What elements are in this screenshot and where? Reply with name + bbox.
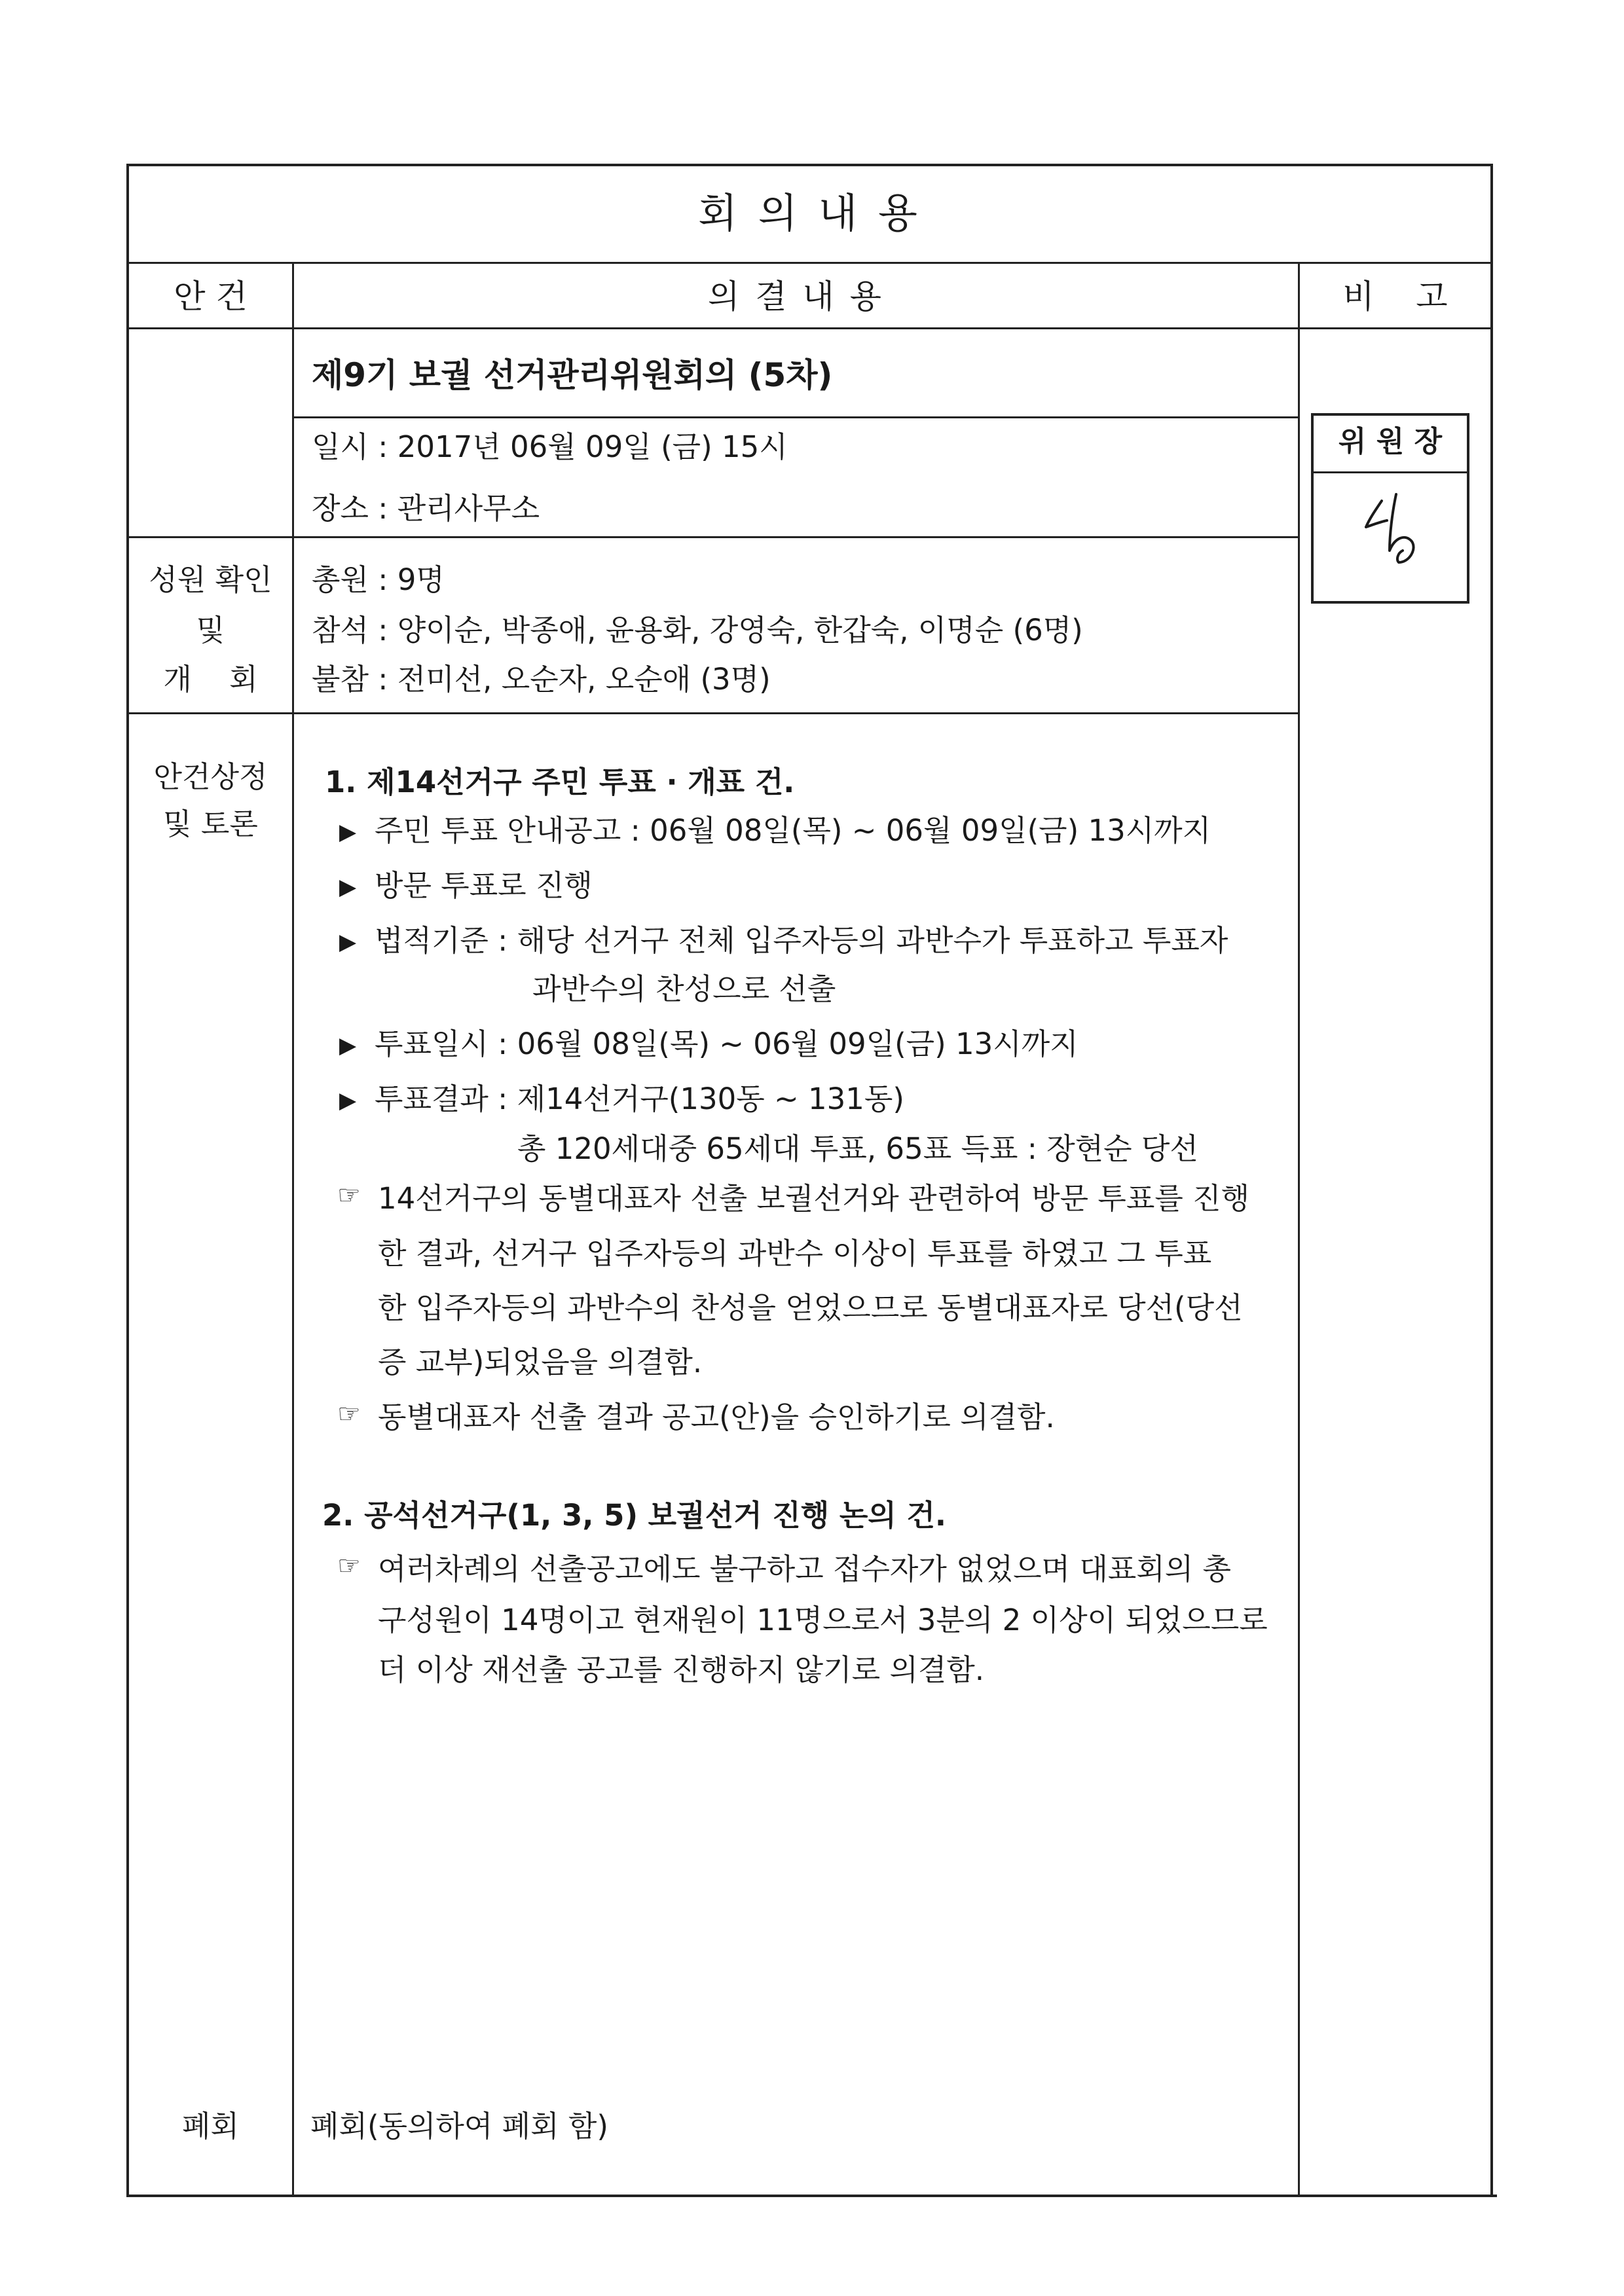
quorum-absent: 불참 : 전미선, 오순자, 오순애 (3명) (312, 662, 771, 697)
item1-bullet-2: 방문 투표로 진행 (375, 868, 593, 903)
item1-bullet-1: 주민 투표 안내공고 : 06월 08일(목) ~ 06월 09일(금) 13시까지 (375, 813, 1211, 848)
triangle-right-icon: ▶ (339, 874, 357, 900)
closing-label: 폐회 (182, 2109, 239, 2143)
pointing-hand-icon: ☞ (337, 1399, 361, 1429)
item1-resolution-line-3: 한 입주자등의 과반수의 찬성을 얻었으므로 동별대표자로 당선(당선 (378, 1290, 1243, 1325)
meeting-info-divider (126, 536, 1299, 538)
closing-content: 폐회(동의하여 폐회 함) (310, 2109, 608, 2143)
header-content: 의 결 내 용 (708, 278, 884, 316)
item1-resolution-line-4: 증 교부)되었음을 의결함. (378, 1345, 703, 1379)
meeting-datetime: 일시 : 2017년 06월 09일 (금) 15시 (312, 429, 788, 464)
chairperson-signature (1314, 475, 1467, 599)
quorum-divider (126, 712, 1299, 714)
header-agenda: 안 건 (174, 278, 248, 316)
item1-bullet-4: 투표일시 : 06월 08일(목) ~ 06월 09일(금) 13시까지 (375, 1027, 1079, 1061)
quorum-present: 참석 : 양이순, 박종애, 윤용화, 강영숙, 한갑숙, 이명순 (6명) (312, 613, 1083, 647)
column-divider-2 (1298, 262, 1300, 2196)
item1-bullet-5: 투표결과 : 제14선거구(130동 ~ 131동) (375, 1082, 904, 1116)
page-title: 회 의 내 용 (698, 189, 921, 237)
chairperson-stamp-box (1311, 413, 1469, 604)
meeting-name: 제9기 보궐 선거관리위원회의 (5차) (312, 356, 833, 394)
triangle-right-icon: ▶ (339, 929, 357, 955)
item1-resolution-line-1: 14선거구의 동별대표자 선출 보궐선거와 관련하여 방문 투표를 진행 (378, 1181, 1250, 1216)
meeting-name-divider (292, 416, 1299, 418)
column-divider-1 (292, 262, 294, 2196)
meeting-place: 장소 : 관리사무소 (312, 491, 540, 526)
triangle-right-icon: ▶ (339, 819, 357, 845)
table-border-left (126, 164, 129, 2197)
quorum-label-3: 개 회 (163, 662, 258, 697)
item2-heading: 2. 공석선거구(1, 3, 5) 보궐선거 진행 논의 건. (322, 1498, 947, 1533)
quorum-total: 총원 : 9명 (312, 562, 445, 597)
chairperson-label: 위 원 장 (1338, 425, 1443, 458)
table-border-bottom (126, 2195, 1497, 2197)
quorum-label-1: 성원 확인 (149, 562, 272, 597)
item1-bullet-3-cont: 과반수의 찬성으로 선출 (532, 972, 836, 1006)
quorum-label-2: 및 (196, 613, 225, 647)
header-remarks: 비 고 (1342, 278, 1448, 316)
item1-result-detail: 총 120세대중 65세대 투표, 65표 득표 : 장현순 당선 (517, 1131, 1198, 1166)
discussion-label-2: 및 토론 (163, 807, 258, 841)
item2-resolution-line-2: 구성원이 14명이고 현재원이 11명으로서 3분의 2 이상이 되었으므로 (378, 1603, 1268, 1637)
table-border-right (1490, 164, 1493, 2197)
pointing-hand-icon: ☞ (337, 1551, 361, 1581)
pointing-hand-icon: ☞ (337, 1180, 361, 1211)
item2-resolution-line-1: 여러차례의 선출공고에도 불구하고 접수자가 없었으며 대표회의 총 (378, 1552, 1231, 1586)
table-border-top (126, 164, 1493, 166)
item1-resolution-2: 동별대표자 선출 결과 공고(안)을 승인하기로 의결함. (378, 1400, 1055, 1434)
triangle-right-icon: ▶ (339, 1032, 357, 1059)
item1-bullet-3: 법적기준 : 해당 선거구 전체 입주자등의 과반수가 투표하고 투표자 (375, 923, 1228, 958)
item1-resolution-line-2: 한 결과, 선거구 입주자등의 과반수 이상이 투표를 하였고 그 투표 (378, 1236, 1212, 1271)
title-row-divider (126, 262, 1493, 264)
item2-resolution-line-3: 더 이상 재선출 공고를 진행하지 않기로 의결함. (378, 1652, 985, 1687)
header-row-divider (126, 327, 1493, 329)
triangle-right-icon: ▶ (339, 1087, 357, 1114)
stamp-box-divider (1314, 471, 1467, 473)
item1-heading: 1. 제14선거구 주민 투표 · 개표 건. (325, 765, 795, 799)
discussion-label-1: 안건상정 (153, 759, 268, 794)
